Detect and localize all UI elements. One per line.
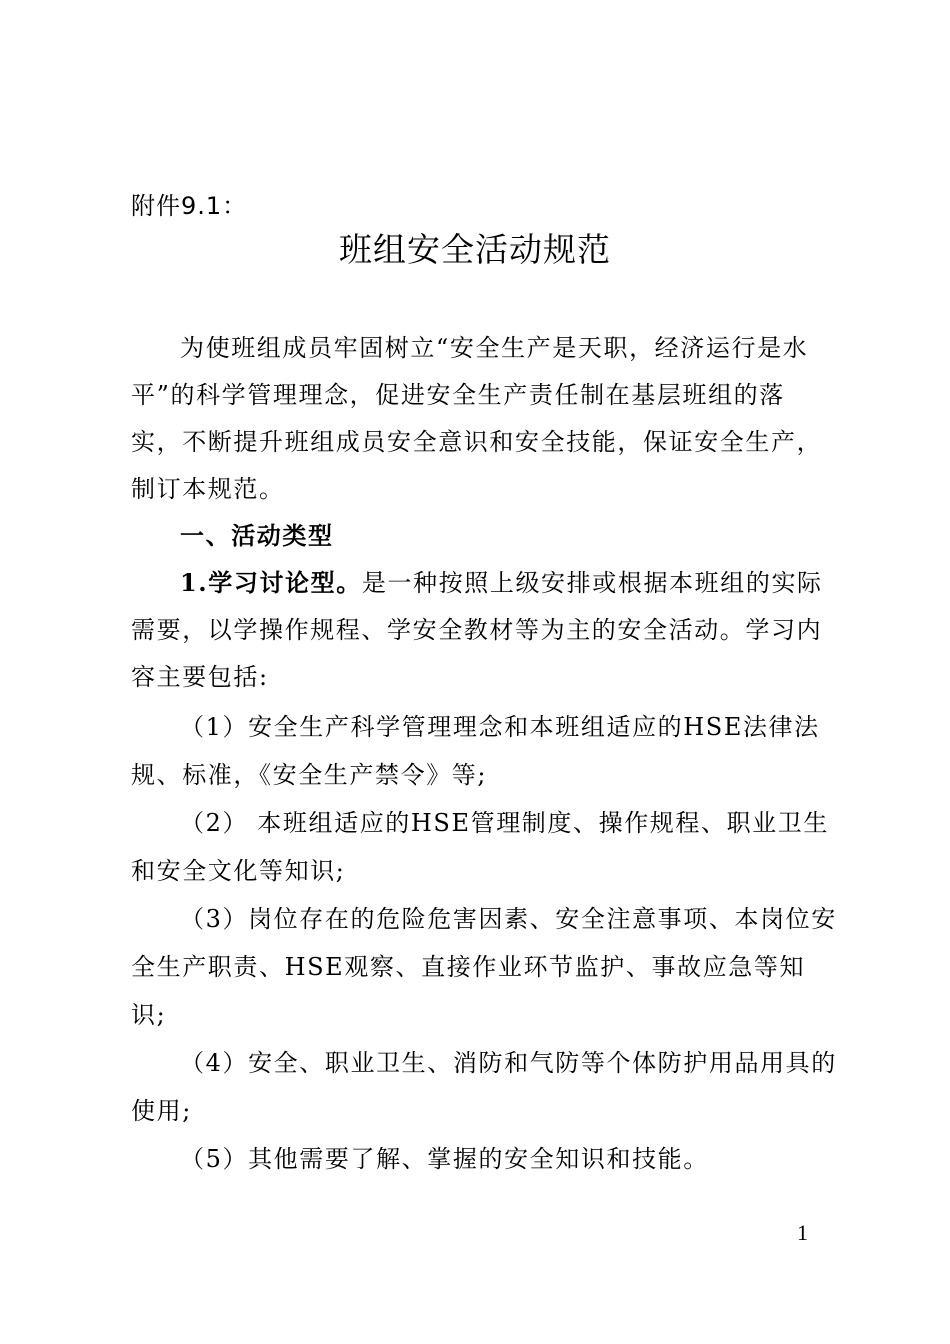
item-1-line-2: 需要，以学操作规程、学安全教材等为主的安全活动。学习内 — [131, 616, 823, 644]
item-1-text: 是一种按照上级安排或根据本班组的实际 — [361, 569, 823, 597]
sub-item-4-line-1: （4）安全、职业卫生、消防和气防等个体防护用品用具的 — [180, 1049, 837, 1077]
intro-line-1: 为使班组成员牢固树立“安全生产是天职，经济运行是水 — [180, 334, 809, 362]
item-1-line-1 — [180, 568, 823, 598]
intro-line-4: 制订本规范。 — [131, 475, 285, 503]
intro-line-3: 实，不断提升班组成员安全意识和安全技能，保证安全生产， — [131, 428, 823, 456]
item-1-line-3: 容主要包括: — [131, 663, 269, 691]
sub-item-4-line-2: 使用; — [131, 1097, 192, 1125]
item-1-lead: 1.学习讨论型。 — [180, 568, 362, 597]
sub-item-1-line-2: 规、标准，《安全生产禁令》等; — [131, 761, 488, 789]
sub-item-2-line-1: （2） 本班组适应的HSE管理制度、操作规程、职业卫生 — [180, 809, 829, 837]
sub-item-1-line-1: （1）安全生产科学管理理念和本班组适应的HSE法律法 — [180, 713, 820, 741]
sub-item-3-line-2: 全生产职责、HSE观察、直接作业环节监护、事故应急等知 — [131, 953, 806, 981]
sub-item-2-line-2: 和安全文化等知识; — [131, 857, 346, 885]
intro-line-2: 平”的科学管理理念，促进安全生产责任制在基层班组的落 — [131, 381, 785, 409]
section-heading: 一、活动类型 — [180, 521, 334, 550]
document-title: 班组安全活动规范 — [339, 230, 611, 269]
page-number: 1 — [797, 1220, 808, 1245]
attachment-label: 附件9.1： — [131, 192, 248, 220]
sub-item-3-line-3: 识; — [131, 1001, 167, 1029]
sub-item-3-line-1: （3）岗位存在的危险危害因素、安全注意事项、本岗位安 — [180, 905, 837, 933]
sub-item-5-line-1: （5）其他需要了解、掌握的安全知识和技能。 — [180, 1145, 709, 1173]
